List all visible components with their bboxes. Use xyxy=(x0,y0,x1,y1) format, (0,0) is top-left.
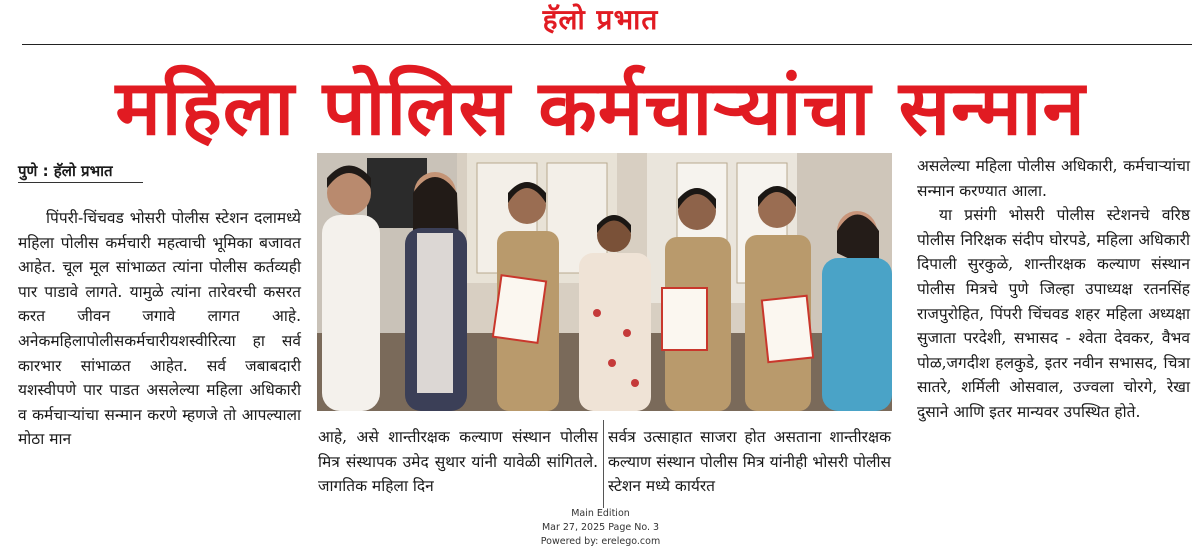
article-column-3: सर्वत्र उत्साहात साजरा होत असताना शान्तीरक्षक कल्याण संस्थान पोलीस मित्र यांनीही भोसरी पोलीस स्टेशन मध्ये कार्यरत xyxy=(608,428,891,496)
footer-edition: Main Edition xyxy=(571,508,630,519)
article-paragraph: पिंपरी-चिंचवड भोसरी पोलीस स्टेशन दलामध्ये महिला पोलीस कर्मचारी महत्वाची भूमिका बजावत आहेत. चूल मूल सांभाळत त्यांना पोलीस कर्तव्यही पार पाडावे लागते. यामुळे त्यांना तारेवरची कसरत करत जीवन जगावे लागत आहे. अनेकमहिलापोलीसकर्मचारीयशस्वीरित्या हा सर्व कारभार सांभाळत आहेत. सर्व जबाबदारी यशस्वीपणे पार पाडत असलेल्या महिला अधिकारी व कर्मचाऱ्यांचा सन्मान करणे म्हणजे तो आपल्याला मोठा मान xyxy=(18,209,301,449)
headline: महिला पोलिस कर्मचाऱ्यांचा सन्मान xyxy=(115,63,1086,152)
footer-powered-link[interactable]: Powered by: erelego.com xyxy=(540,536,661,547)
article-column-2: आहे, असे शान्तीरक्षक कल्याण संस्थान पोलीस मित्र संस्थापक उमेद सुथार यांनी यावेळी सांगितले. जागतिक महिला दिन xyxy=(318,428,598,496)
masthead-title: हॅलो प्रभात xyxy=(542,3,659,36)
column-divider xyxy=(603,420,604,508)
article-column-1 xyxy=(18,206,301,452)
masthead-rule xyxy=(22,44,1192,45)
article-paragraph: या प्रसंगी भोसरी पोलीस स्टेशनचे वरिष्ठ पोलीस निरिक्षक संदीप घोरपडे, महिला अधिकारी दिपाली सुरकुळे, शान्तीरक्षक कल्याण संस्थान पोलीस मित्रचे पुणे जिल्हा उपाध्यक्ष रतनसिंह राजपुरोहित, पिंपरी चिंचवड शहर महिला अध्यक्षा सुजाता परदेशी, सभासद - श्वेता देवकर, वैभव पोळ,जगदीश हलकुडे, इतर नवीन सभासद, चित्रा सातरे, शर्मिली ओसवाल, उज्वला चोरगे, रेखा दुसाने आणि इतर मान्यवर उपस्थित होते. xyxy=(917,206,1190,421)
article-paragraph: असलेल्या महिला पोलीस अधिकारी, कर्मचाऱ्यांचा सन्मान करण्यात आला. xyxy=(917,157,1190,200)
article-column-4 xyxy=(917,154,1190,425)
news-photo xyxy=(317,153,892,411)
masthead xyxy=(0,0,1201,44)
footer-date-page: Mar 27, 2025 Page No. 3 xyxy=(541,522,660,533)
byline: पुणे : हॅलो प्रभात xyxy=(18,160,143,183)
